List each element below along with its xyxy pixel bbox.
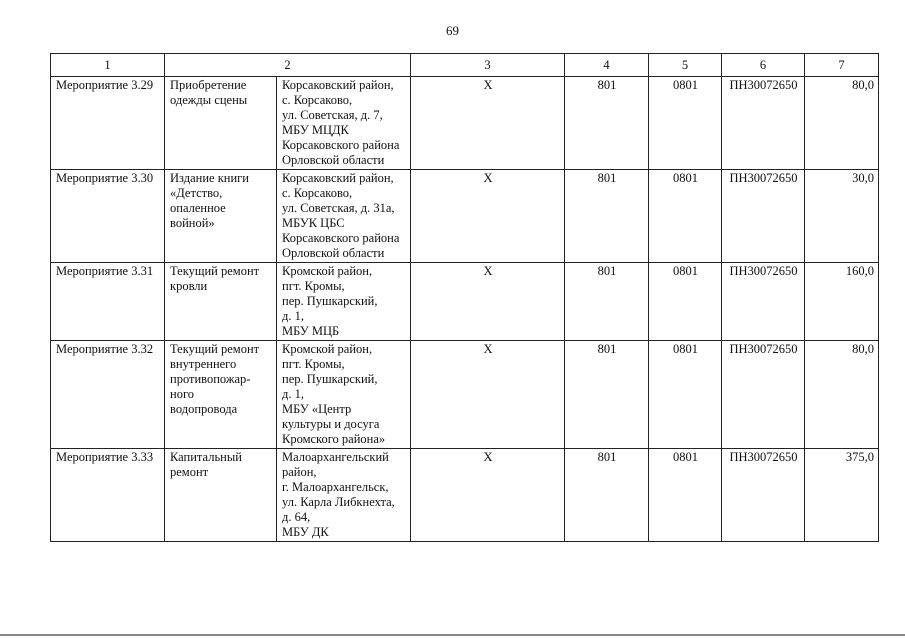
address-cell-line: Корсаковский район,: [282, 171, 394, 185]
event-cell: Мероприятие 3.33: [51, 449, 165, 542]
address-cell-line: Кромской район,: [282, 264, 373, 278]
address-cell-line: Корсаковского района: [282, 138, 400, 152]
description-cell: [165, 341, 277, 449]
address-cell-line: ул. Советская, д. 31а,: [282, 201, 395, 215]
col4-cell: 801: [565, 263, 649, 341]
address-cell-line: г. Малоархангельск,: [282, 480, 389, 494]
header-cell-7: 7: [805, 54, 879, 77]
col5-cell: 0801: [649, 77, 722, 170]
event-cell: Мероприятие 3.29: [51, 77, 165, 170]
col3-cell: Х: [411, 263, 565, 341]
amount-cell: 30,0: [805, 170, 879, 263]
address-cell-line: МБУК ЦБС: [282, 216, 345, 230]
address-cell-line: МБУ ДК: [282, 525, 329, 539]
col5-cell: 0801: [649, 170, 722, 263]
header-cell-4: 4: [565, 54, 649, 77]
table-row: [51, 170, 879, 263]
amount-cell: 80,0: [805, 341, 879, 449]
description-cell-line: кровли: [170, 279, 208, 293]
description-cell-line: «Детство,: [170, 186, 223, 200]
col6-cell: ПН30072650: [722, 170, 805, 263]
address-cell: [277, 263, 411, 341]
address-cell-line: д. 64,: [282, 510, 311, 524]
col3-cell: Х: [411, 449, 565, 542]
col5-cell: 0801: [649, 263, 722, 341]
col4-cell: 801: [565, 77, 649, 170]
amount-cell: 160,0: [805, 263, 879, 341]
header-cell-6: 6: [722, 54, 805, 77]
table-header: [51, 54, 879, 77]
address-cell-line: район,: [282, 465, 317, 479]
description-cell-line: опаленное: [170, 201, 226, 215]
col4-cell: 801: [565, 341, 649, 449]
address-cell-line: Корсаковского района: [282, 231, 400, 245]
address-cell-line: Кромской район,: [282, 342, 373, 356]
description-cell-line: внутреннего: [170, 357, 237, 371]
address-cell-line: МБУ МЦБ: [282, 324, 340, 338]
address-cell-line: МБУ «Центр: [282, 402, 352, 416]
address-cell: [277, 170, 411, 263]
description-cell-line: Текущий ремонт: [170, 342, 260, 356]
address-cell-line: Малоархангельский: [282, 450, 389, 464]
table-body: [51, 77, 879, 542]
table-row: [51, 449, 879, 542]
header-cell-1: 1: [51, 54, 165, 77]
address-cell-line: Кромского района»: [282, 432, 386, 446]
col4-cell: 801: [565, 170, 649, 263]
address-cell-line: пгт. Кромы,: [282, 357, 345, 371]
address-cell: [277, 341, 411, 449]
description-cell-line: ного: [170, 387, 195, 401]
event-cell: Мероприятие 3.32: [51, 341, 165, 449]
description-cell-line: ремонт: [170, 465, 209, 479]
data-table: [50, 53, 879, 542]
address-cell-line: д. 1,: [282, 309, 304, 323]
header-cell-2: 2: [165, 54, 411, 77]
header-cell-5: 5: [649, 54, 722, 77]
address-cell-line: ул. Карла Либкнехта,: [282, 495, 395, 509]
table-row: [51, 77, 879, 170]
description-cell-line: Капитальный: [170, 450, 242, 464]
description-cell-line: войной»: [170, 216, 215, 230]
address-cell-line: д. 1,: [282, 387, 304, 401]
col3-cell: Х: [411, 341, 565, 449]
amount-cell: 375,0: [805, 449, 879, 542]
address-cell-line: пер. Пушкарский,: [282, 294, 378, 308]
col6-cell: ПН30072650: [722, 341, 805, 449]
description-cell: [165, 263, 277, 341]
description-cell: [165, 449, 277, 542]
col6-cell: ПН30072650: [722, 263, 805, 341]
description-cell: [165, 170, 277, 263]
description-cell-line: водопровода: [170, 402, 238, 416]
col5-cell: 0801: [649, 449, 722, 542]
address-cell: [277, 449, 411, 542]
col3-cell: Х: [411, 77, 565, 170]
event-cell: Мероприятие 3.31: [51, 263, 165, 341]
address-cell-line: с. Корсаково,: [282, 93, 353, 107]
address-cell: [277, 77, 411, 170]
col4-cell: 801: [565, 449, 649, 542]
scan-edge-line: [0, 634, 905, 636]
description-cell-line: одежды сцены: [170, 93, 248, 107]
col5-cell: 0801: [649, 341, 722, 449]
address-cell-line: пгт. Кромы,: [282, 279, 345, 293]
address-cell-line: МБУ МЦДК: [282, 123, 349, 137]
address-cell-line: Корсаковский район,: [282, 78, 394, 92]
address-cell-line: пер. Пушкарский,: [282, 372, 378, 386]
col6-cell: ПН30072650: [722, 449, 805, 542]
table-row: [51, 263, 879, 341]
description-cell: [165, 77, 277, 170]
col3-cell: Х: [411, 170, 565, 263]
amount-cell: 80,0: [805, 77, 879, 170]
description-cell-line: Текущий ремонт: [170, 264, 260, 278]
description-cell-line: Издание книги: [170, 171, 249, 185]
event-cell: Мероприятие 3.30: [51, 170, 165, 263]
description-cell-line: Приобретение: [170, 78, 247, 92]
table-row: [51, 341, 879, 449]
header-cell-3: 3: [411, 54, 565, 77]
address-cell-line: культуры и досуга: [282, 417, 380, 431]
address-cell-line: ул. Советская, д. 7,: [282, 108, 383, 122]
page-number: 69: [446, 23, 459, 38]
address-cell-line: с. Корсаково,: [282, 186, 353, 200]
address-cell-line: Орловской области: [282, 246, 385, 260]
col6-cell: ПН30072650: [722, 77, 805, 170]
description-cell-line: противопожар-: [170, 372, 251, 386]
address-cell-line: Орловской области: [282, 153, 385, 167]
header-row: [51, 54, 879, 77]
